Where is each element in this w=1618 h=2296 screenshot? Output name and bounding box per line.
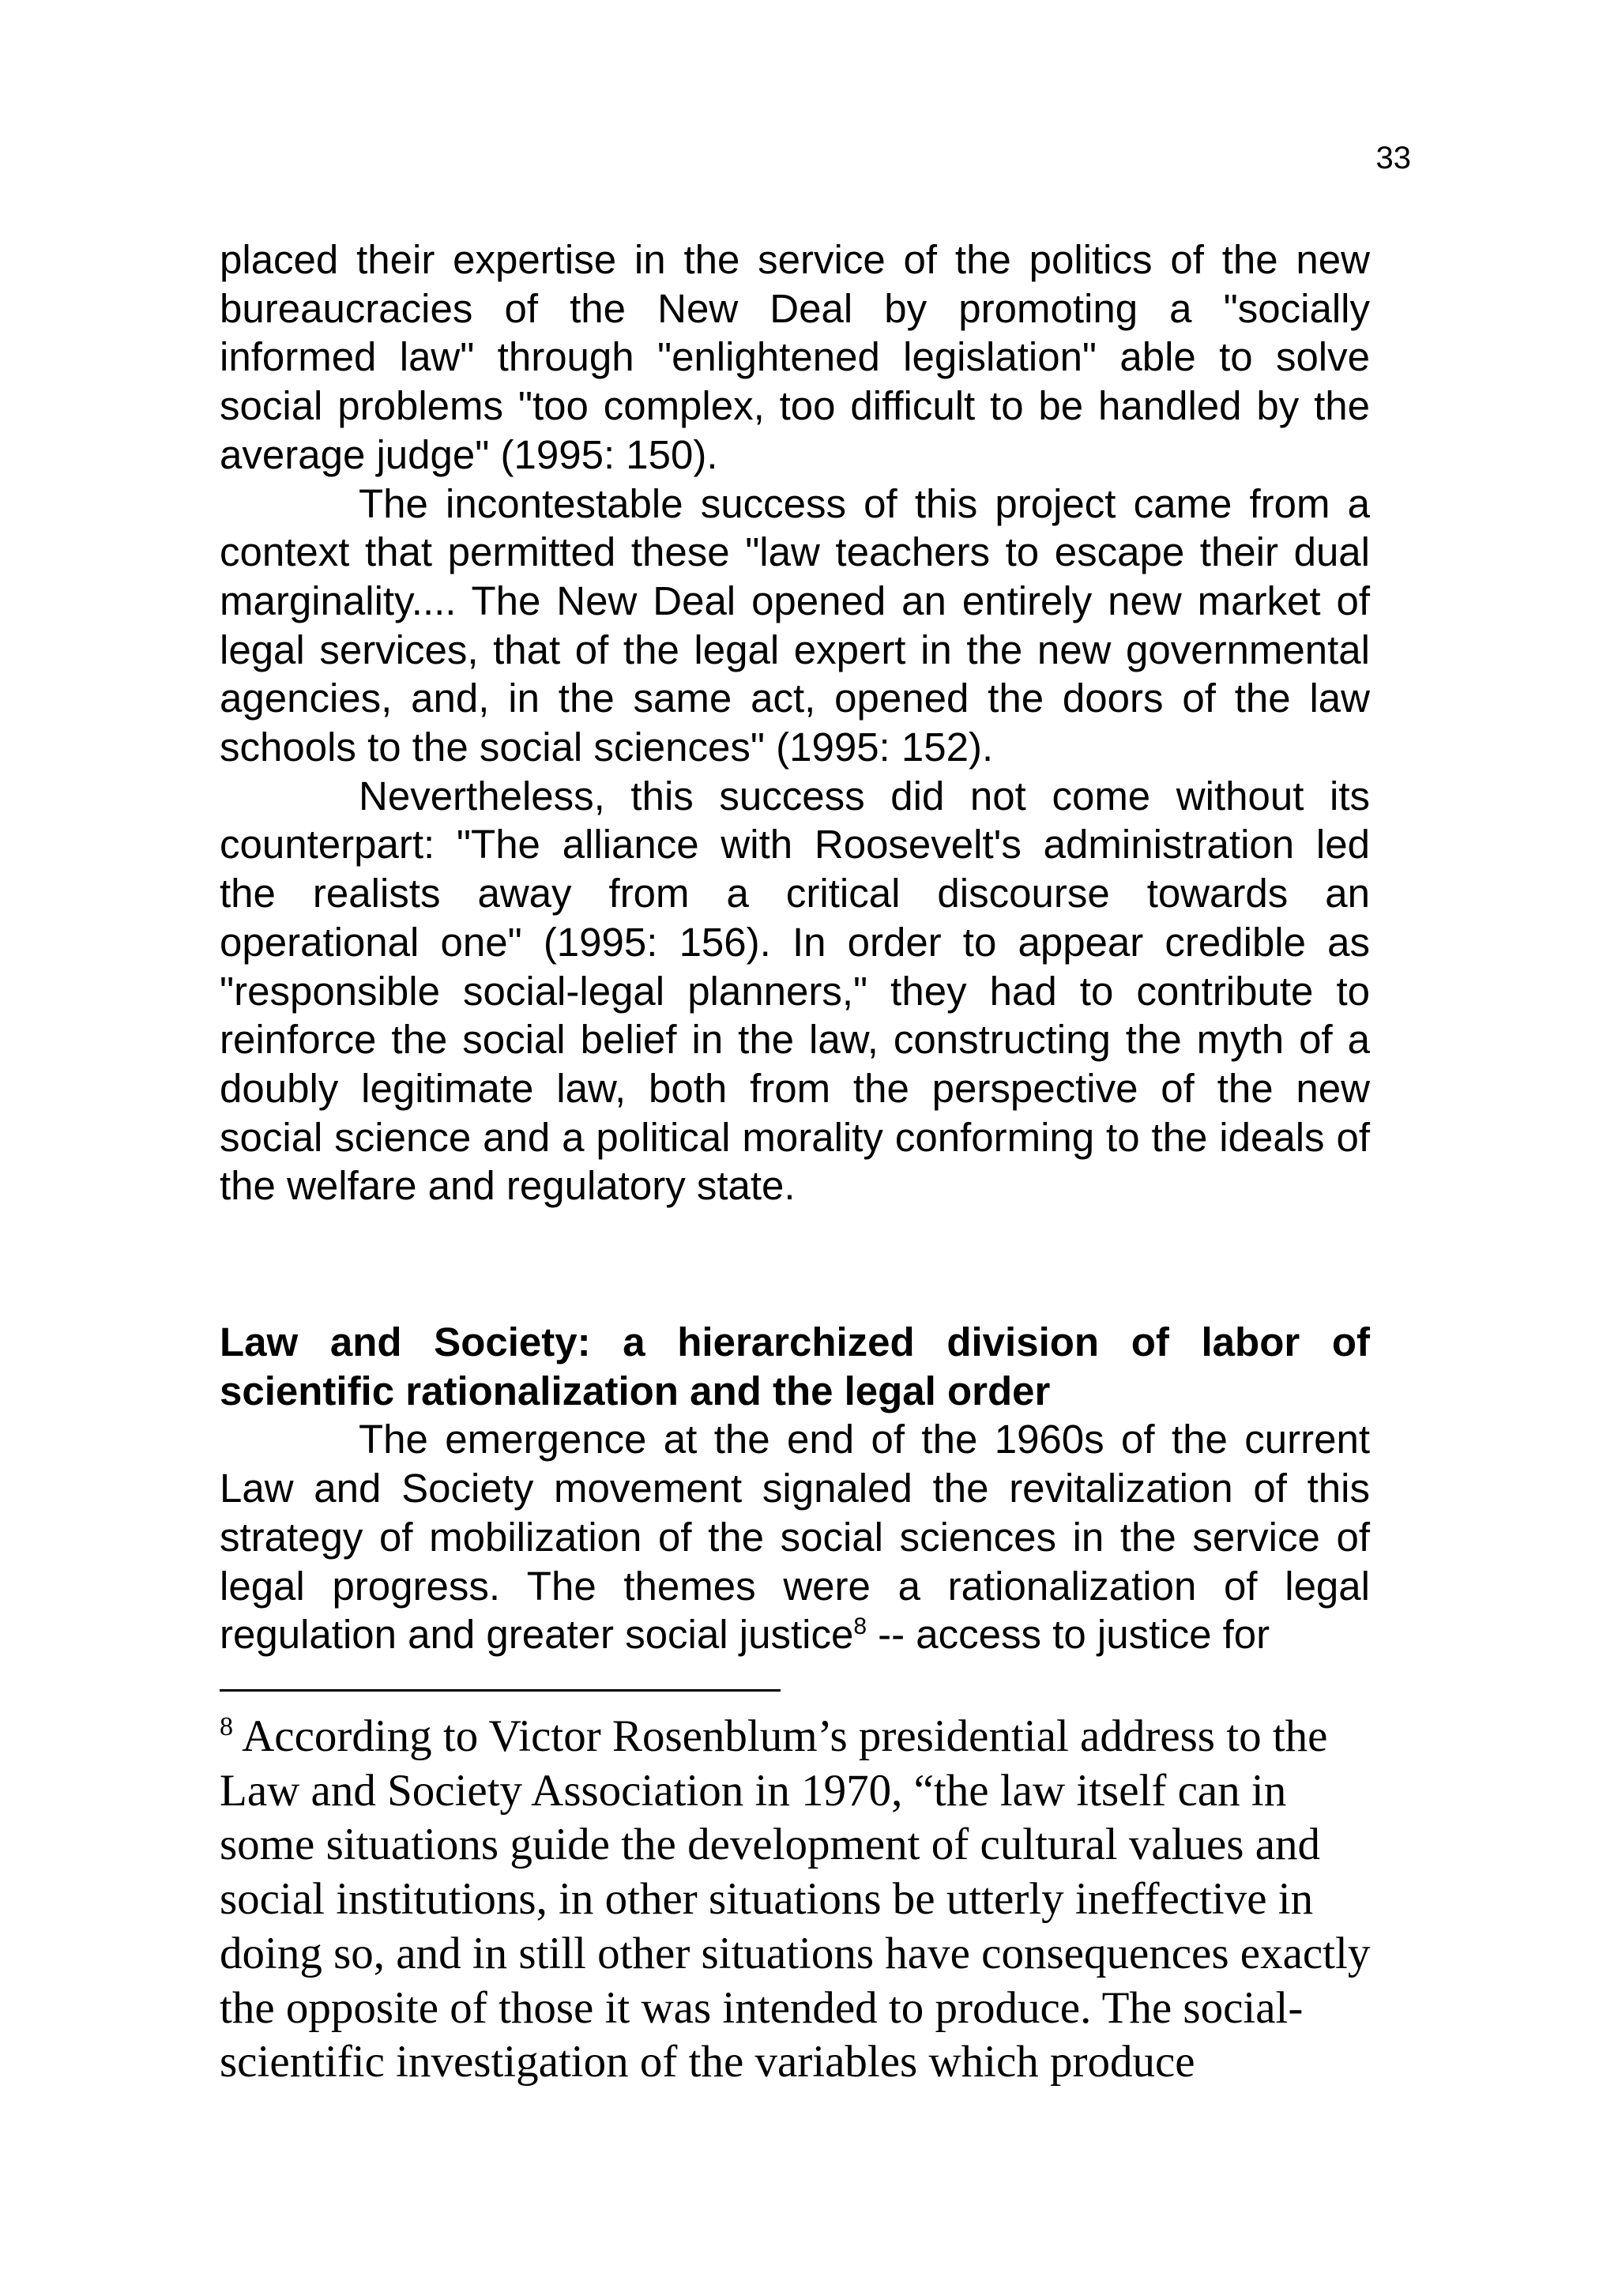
footnote-reference: 8 <box>853 1613 867 1640</box>
section-heading: Law and Society: a hierarchized division of labor of scientific rationalization and the legal order <box>220 1319 1370 1413</box>
paragraph-3: Nevertheless, this success did not come without its counterpart: "The alliance with Roosevelt's administration led the realists away from a critical discourse towards an operational one" (1995: 156). In order to appear credible as "responsible social-legal planners," they had to contribute to reinforce the social belief in the law, constructing the myth of a doubly legitimate law, both from the perspective of the new social science and a political morality conforming to the ideals of the welfare and regulatory state. <box>220 773 1370 1209</box>
page-number: 33 <box>1375 141 1411 175</box>
footnote-marker: 8 <box>220 1712 233 1741</box>
paragraph-2: The incontestable success of this project came from a context that permitted these "law teachers to escape their dual marginality.... The New Deal opened an entirely new market of legal services, that of the legal expert in the new governmental agencies, and, in the same act, opened the doors of the law schools to the social sciences" (1995: 152). <box>220 480 1370 770</box>
law-and-society-section <box>220 1318 1370 1659</box>
section-paragraph <box>220 1415 1370 1659</box>
footnote-text: According to Victor Rosenblum’s presidential address to the Law and Society Association in 1970, “the law itself can in some situations guide the development of cultural values and social institutions, in other situations be utterly ineffective in doing so, and in still other situations have consequences exactly the opposite of those it was intended to produce. The social-scientific investigation of the variables which produce <box>220 1711 1371 2087</box>
section-paragraph-continuation: -- access to justice for <box>867 1612 1270 1658</box>
section-paragraph-text: The emergence at the end of the 1960s of the current Law and Society movement signaled the revitalization of this strategy of mobilization of the social sciences in the service of legal progress. The themes were a rationalization of legal regulation and greater social justice <box>220 1417 1370 1658</box>
paragraph-1: placed their expertise in the service of the politics of the new bureaucracies of the New Deal by promoting a "socially informed law" through "enlightened legislation" able to solve social problems "too complex, too difficult to be handled by the average judge" (1995: 150). <box>220 237 1370 477</box>
footnote-paragraph <box>220 1710 1373 2090</box>
footnote <box>220 1710 1373 2090</box>
body-text <box>220 235 1370 1210</box>
footnote-separator <box>220 1689 781 1692</box>
